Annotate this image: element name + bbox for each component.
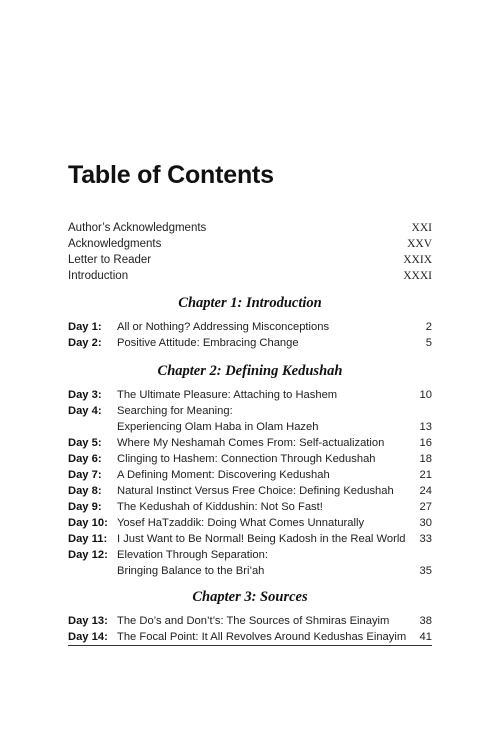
entry-page: 10: [419, 389, 432, 401]
entry-page: 41: [419, 631, 432, 643]
entry-page: XXI: [411, 222, 432, 234]
page-title: Table of Contents: [68, 161, 274, 189]
entry-title: Letter to Reader: [68, 254, 152, 266]
entry-page: 2: [425, 321, 432, 333]
day-label: Day 9:: [68, 501, 102, 513]
entry-title: Clinging to Hashem: Connection Through Kedushah: [117, 453, 376, 465]
entry-title: Author’s Acknowledgments: [68, 222, 207, 234]
front-matter-list: [68, 220, 432, 284]
toc-entry: [68, 435, 432, 451]
day-label: Day 10:: [68, 517, 108, 529]
entry-page: 24: [419, 485, 432, 497]
entry-title: Yosef HaTzaddik: Doing What Comes Unnaturally: [117, 517, 365, 529]
day-label: Day 14:: [68, 631, 108, 643]
toc-entry: [68, 319, 432, 335]
day-label: Day 7:: [68, 469, 102, 481]
entry-title: The Do’s and Don’t’s: The Sources of Shmiras Einayim: [117, 615, 390, 627]
entry-page: 33: [419, 533, 432, 545]
chapter-heading: Chapter 3: Sources: [192, 589, 308, 605]
entry-title: The Kedushah of Kiddushin: Not So Fast!: [117, 501, 323, 513]
chapter-heading: Chapter 1: Introduction: [178, 295, 322, 311]
toc-entry: [68, 451, 432, 467]
entry-title: Where My Neshamah Comes From: Self-actualization: [117, 437, 385, 449]
entry-title: All or Nothing? Addressing Misconceptions: [117, 321, 330, 333]
entry-title: Natural Instinct Versus Free Choice: Defining Kedushah: [117, 485, 394, 497]
day-label: Day 3:: [68, 389, 102, 401]
day-label: Day 6:: [68, 453, 102, 465]
day-label: Day 2:: [68, 337, 102, 349]
day-label: Day 4:: [68, 405, 102, 417]
toc-entry: [68, 531, 432, 547]
toc-entry: [68, 467, 432, 483]
entry-page: 13: [419, 421, 432, 433]
day-label: Day 8:: [68, 485, 102, 497]
chapter-heading: Chapter 2: Defining Kedushah: [157, 363, 343, 379]
toc-entry: [68, 613, 432, 629]
toc-entry: [68, 483, 432, 499]
entry-title: The Ultimate Pleasure: Attaching to Hashem: [117, 389, 338, 401]
day-label: Day 13:: [68, 615, 108, 627]
entry-title: I Just Want to Be Normal! Being Kadosh in the Real World: [117, 533, 406, 545]
toc-entry: [68, 335, 432, 351]
toc-entry: [68, 547, 432, 563]
toc-entry: [68, 515, 432, 531]
entry-title: Acknowledgments: [68, 238, 162, 250]
entry-page: XXV: [407, 238, 432, 250]
entry-title: Searching for Meaning:: [117, 405, 233, 417]
toc-entry: [68, 419, 432, 435]
entry-page: 5: [425, 337, 432, 349]
entry-page: XXIX: [403, 254, 432, 266]
entry-page: 21: [419, 469, 432, 481]
chapter-entries: [68, 613, 432, 646]
front-matter-item: [68, 268, 432, 284]
toc-entry: [68, 403, 432, 419]
entry-page: 16: [419, 437, 432, 449]
entry-page: 27: [419, 501, 432, 513]
front-matter-item: [68, 252, 432, 268]
toc-entry: [68, 629, 432, 646]
entry-page: 35: [419, 565, 432, 577]
day-label: Day 12:: [68, 549, 108, 561]
day-label: Day 11:: [68, 533, 108, 545]
front-matter-item: [68, 236, 432, 252]
entry-title: A Defining Moment: Discovering Kedushah: [117, 469, 330, 481]
chapter-entries: [68, 319, 432, 351]
entry-title: Positive Attitude: Embracing Change: [117, 337, 299, 349]
day-label: Day 1:: [68, 321, 102, 333]
day-label: Day 5:: [68, 437, 102, 449]
toc-entry: [68, 563, 432, 579]
entry-title: The Focal Point: It All Revolves Around Kedushas Einayim: [117, 631, 407, 643]
entry-title: Experiencing Olam Haba in Olam Hazeh: [117, 421, 319, 433]
entry-page: 38: [419, 615, 432, 627]
front-matter-item: [68, 220, 432, 236]
entry-title: Elevation Through Separation:: [117, 549, 268, 561]
toc-entry: [68, 387, 432, 403]
entry-page: 30: [419, 517, 432, 529]
chapter-entries: [68, 387, 432, 579]
entry-page: XXXI: [403, 270, 432, 282]
entry-title: Introduction: [68, 270, 129, 282]
entry-page: 18: [419, 453, 432, 465]
entry-title: Bringing Balance to the Bri’ah: [117, 565, 265, 577]
toc-entry: [68, 499, 432, 515]
